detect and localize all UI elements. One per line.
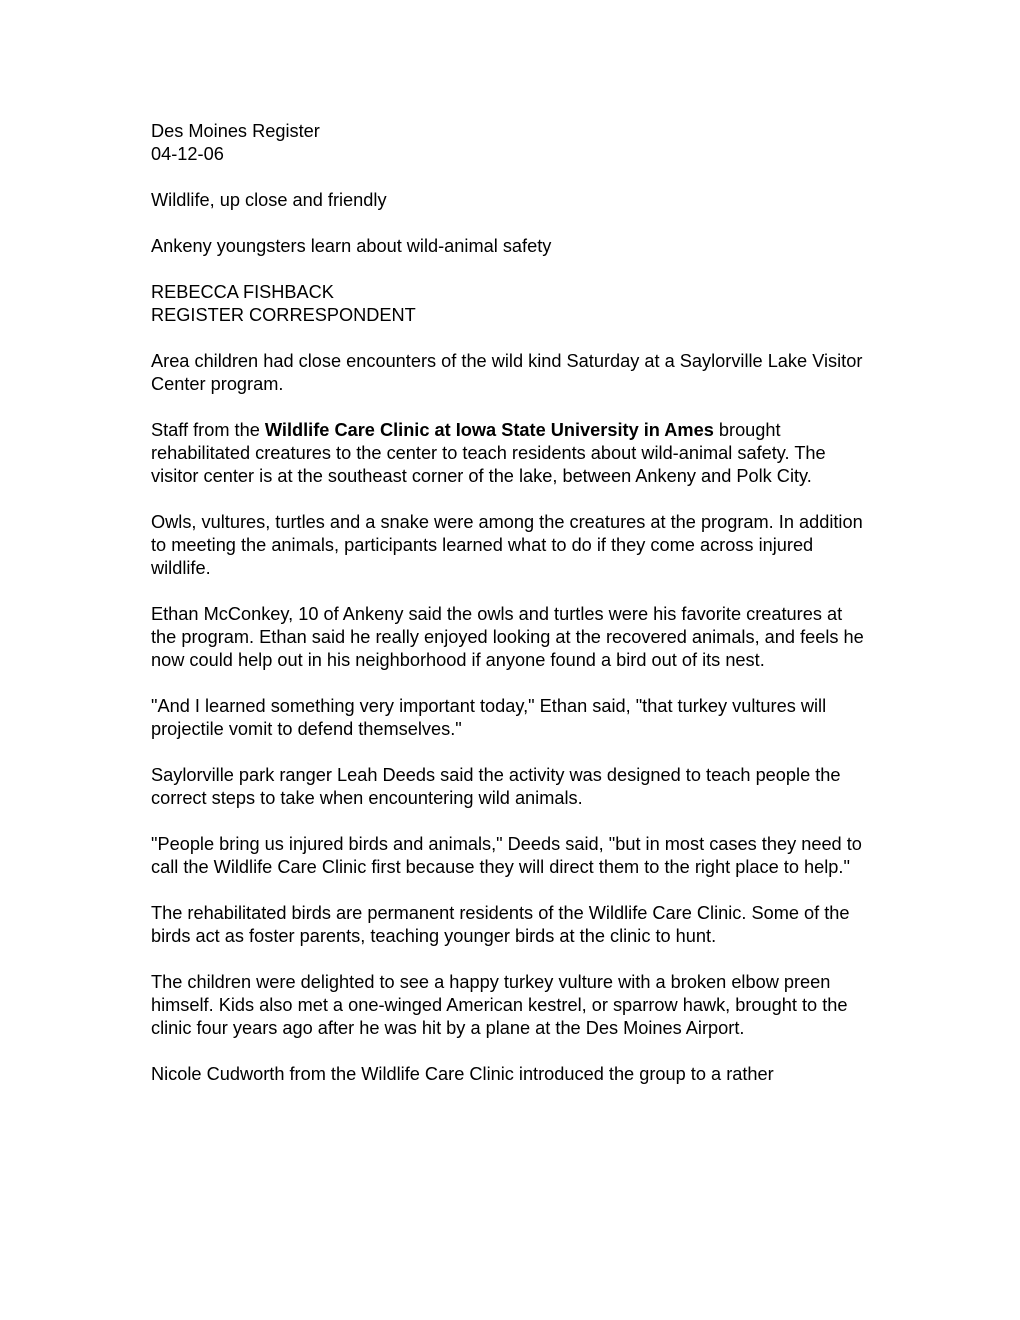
byline-role: REGISTER CORRESPONDENT — [151, 305, 416, 325]
paragraph-7: "People bring us injured birds and animals," Deeds said, "but in most cases they need to call the Wildlife Care Clinic first because they will direct them to the right place to help." — [151, 834, 862, 877]
paragraph-5: "And I learned something very important today," Ethan said, "that turkey vultures will projectile vomit to defend themselves." — [151, 696, 827, 739]
paragraph-1: Area children had close encounters of the wild kind Saturday at a Saylorville Lake Visitor Center program. — [151, 351, 863, 394]
paragraph-2-rest: brought rehabilitated creatures to the center to teach residents about wild-animal safety. The visitor center is at the southeast corner of the lake, between Ankeny and Polk City. — [151, 420, 826, 486]
publication-header — [151, 120, 871, 166]
byline-author: REBECCA FISHBACK — [151, 282, 334, 302]
document-page — [151, 120, 871, 1109]
paragraph-6: Saylorville park ranger Leah Deeds said the activity was designed to teach people the correct steps to take when encountering wild animals. — [151, 765, 841, 808]
paragraph-9: The children were delighted to see a happy turkey vulture with a broken elbow preen himself. Kids also met a one-winged American kestrel, or sparrow hawk, brought to the clinic four years ago after he was hit by a plane at the Des Moines Airport. — [151, 972, 848, 1038]
paragraph-3: Owls, vultures, turtles and a snake were among the creatures at the program. In addition to meeting the animals, participants learned what to do if they come across injured wildlife. — [151, 512, 863, 578]
paragraph-2 — [151, 419, 871, 488]
paragraph-8: The rehabilitated birds are permanent residents of the Wildlife Care Clinic. Some of the birds act as foster parents, teaching younger birds at the clinic to hunt. — [151, 903, 850, 946]
paragraph-2-lead: Staff from the — [151, 420, 265, 440]
headline: Wildlife, up close and friendly — [151, 190, 387, 210]
paragraph-2-bold-organization: Wildlife Care Clinic at Iowa State University in Ames — [264, 420, 714, 440]
byline — [151, 281, 871, 327]
paragraph-4: Ethan McConkey, 10 of Ankeny said the owls and turtles were his favorite creatures at the program. Ethan said he really enjoyed looking at the recovered animals, and feels he now could help out in his neighborhood if anyone found a bird out of its nest. — [151, 604, 864, 670]
paragraph-10: Nicole Cudworth from the Wildlife Care Clinic introduced the group to a rather — [151, 1064, 774, 1084]
publication-date: 04-12-06 — [151, 144, 224, 164]
subheadline: Ankeny youngsters learn about wild-animal safety — [151, 236, 552, 256]
publication-name: Des Moines Register — [151, 121, 320, 141]
